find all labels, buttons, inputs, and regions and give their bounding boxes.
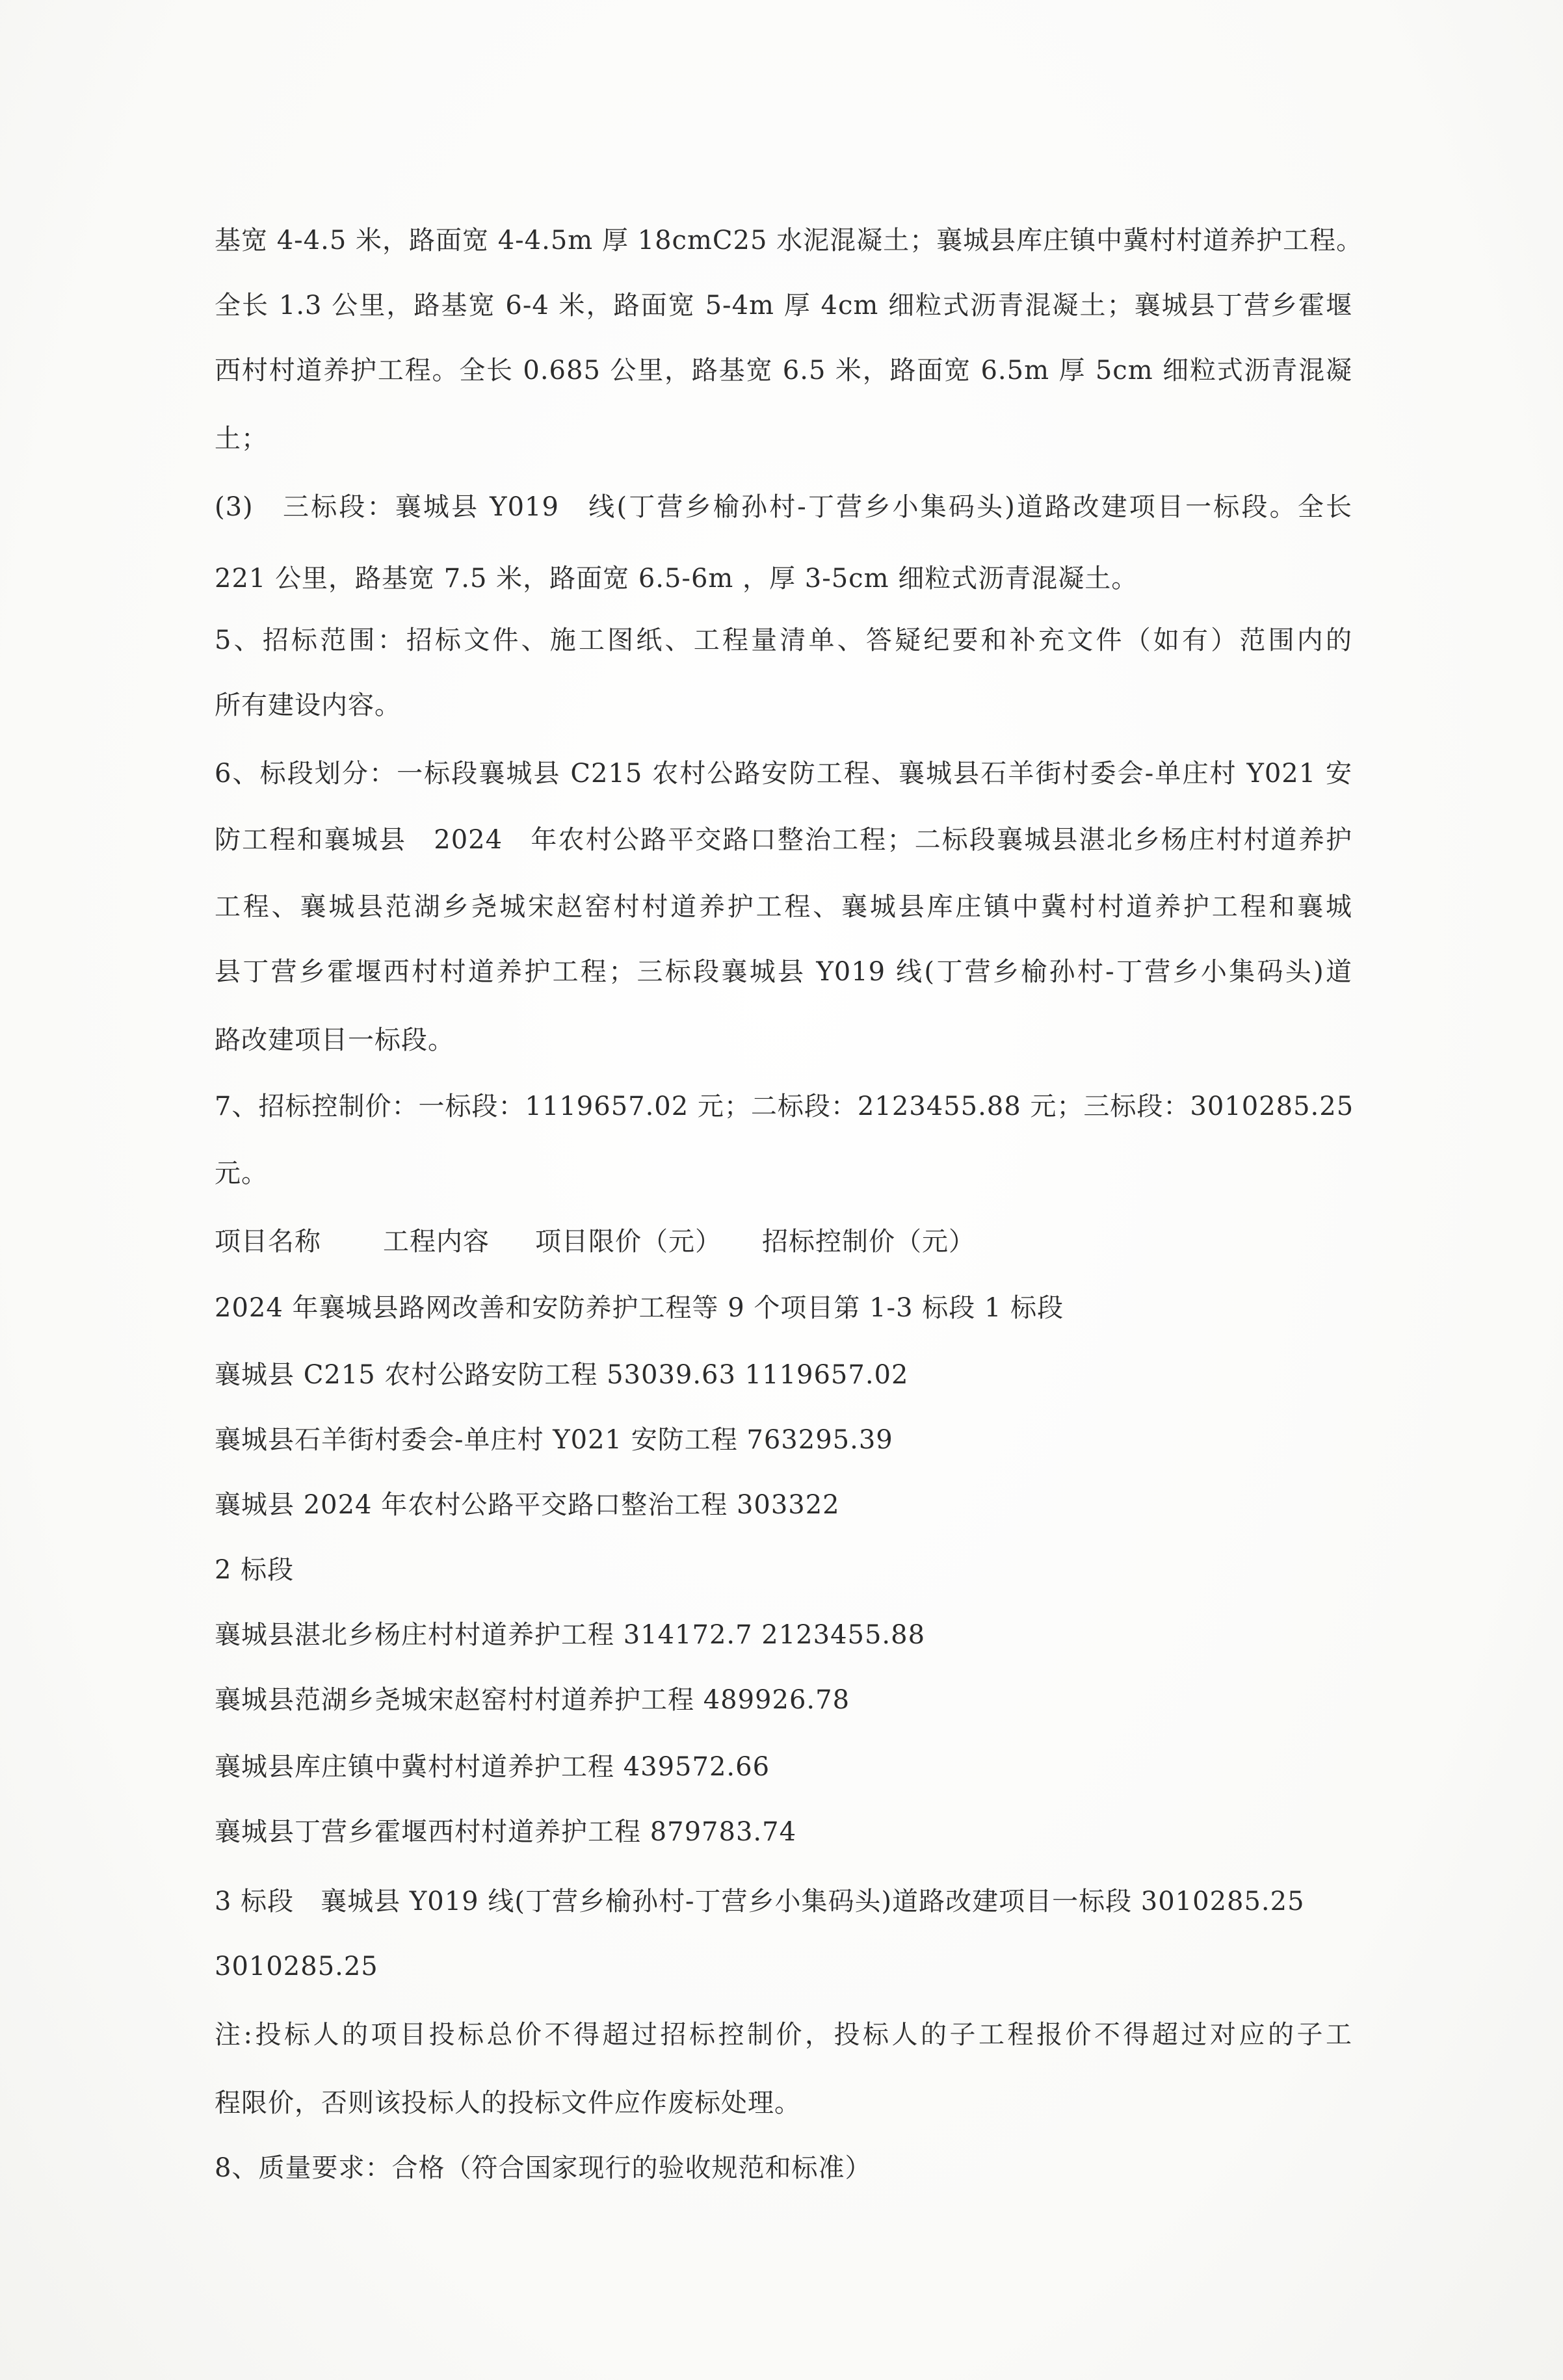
- note-line: 程限价，否则该投标人的投标文件应作废标处理。: [215, 2088, 801, 2118]
- table-header-col4: 招标控制价（元）: [762, 1227, 975, 1257]
- table-line: 3 标段 襄城县 Y019 线(丁营乡榆孙村-丁营乡小集码头)道路改建项目一标段 3010285.25: [215, 1887, 1305, 1916]
- table-line: 襄城县库庄镇中冀村村道养护工程 439572.66: [215, 1752, 770, 1782]
- paragraph-line: 6、标段划分：一标段襄城县 C215 农村公路安防工程、襄城县石羊街村委会-单庄村 Y021 安: [215, 759, 1352, 789]
- quality-requirement: 8、质量要求：合格（符合国家现行的验收规范和标准）: [215, 2153, 872, 2183]
- table-line: 3010285.25: [215, 1952, 378, 1981]
- table-line: 2 标段: [215, 1555, 295, 1585]
- note-line: 注:投标人的项目投标总价不得超过招标控制价，投标人的子工程报价不得超过对应的子工: [215, 2020, 1352, 2050]
- paragraph-line: 全长 1.3 公里，路基宽 6-4 米，路面宽 5-4m 厚 4cm 细粒式沥青混凝土；襄城县丁营乡霍堰: [215, 291, 1352, 320]
- paragraph-line: 7、招标控制价：一标段：1119657.02 元；二标段：2123455.88 元；三标段：3010285.25: [215, 1092, 1354, 1121]
- table-line: 襄城县石羊街村委会-单庄村 Y021 安防工程 763295.39: [215, 1425, 893, 1455]
- table-line: 襄城县 2024 年农村公路平交路口整治工程 303322: [215, 1490, 840, 1520]
- table-header: [215, 1222, 1352, 1261]
- paragraph-line: 221 公里，路基宽 7.5 米，路面宽 6.5-6m ，厚 3-5cm 细粒式沥青混凝土。: [215, 564, 1138, 594]
- paragraph-line: 5、招标范围：招标文件、施工图纸、工程量清单、答疑纪要和补充文件（如有）范围内的: [215, 625, 1352, 655]
- paragraph-line: 县丁营乡霍堰西村村道养护工程；三标段襄城县 Y019 线(丁营乡榆孙村-丁营乡小集码头)道: [215, 957, 1352, 987]
- paragraph-line: 工程、襄城县范湖乡尧城宋赵窑村村道养护工程、襄城县库庄镇中冀村村道养护工程和襄城: [215, 892, 1352, 922]
- table-line: 襄城县湛北乡杨庄村村道养护工程 314172.7 2123455.88: [215, 1620, 926, 1650]
- paragraph-line: 基宽 4-4.5 米，路面宽 4-4.5m 厚 18cmC25 水泥混凝土；襄城县库庄镇中冀村村道养护工程。: [215, 226, 1363, 255]
- table-line: 襄城县范湖乡尧城宋赵窑村村道养护工程 489926.78: [215, 1685, 850, 1715]
- paragraph-line: 元。: [215, 1158, 268, 1188]
- paragraph-line: 所有建设内容。: [215, 690, 401, 720]
- paragraph-line: 西村村道养护工程。全长 0.685 公里，路基宽 6.5 米，路面宽 6.5m 厚 5cm 细粒式沥青混凝: [215, 356, 1352, 386]
- table-header-col3: 项目限价（元）: [535, 1227, 722, 1257]
- paragraph-line: (3) 三标段：襄城县 Y019 线(丁营乡榆孙村-丁营乡小集码头)道路改建项目一标段。全长: [215, 492, 1352, 522]
- paragraph-line: 路改建项目一标段。: [215, 1025, 454, 1055]
- table-line: 2024 年襄城县路网改善和安防养护工程等 9 个项目第 1-3 标段 1 标段: [215, 1293, 1064, 1323]
- paragraph-line: 防工程和襄城县 2024 年农村公路平交路口整治工程；二标段襄城县湛北乡杨庄村村道养护: [215, 825, 1352, 855]
- table-line: 襄城县丁营乡霍堰西村村道养护工程 879783.74: [215, 1817, 797, 1847]
- table-line: 襄城县 C215 农村公路安防工程 53039.63 1119657.02: [215, 1360, 909, 1390]
- paragraph-line: 土；: [215, 424, 268, 454]
- table-header-col2: 工程内容: [383, 1227, 490, 1257]
- table-header-col1: 项目名称: [215, 1227, 321, 1257]
